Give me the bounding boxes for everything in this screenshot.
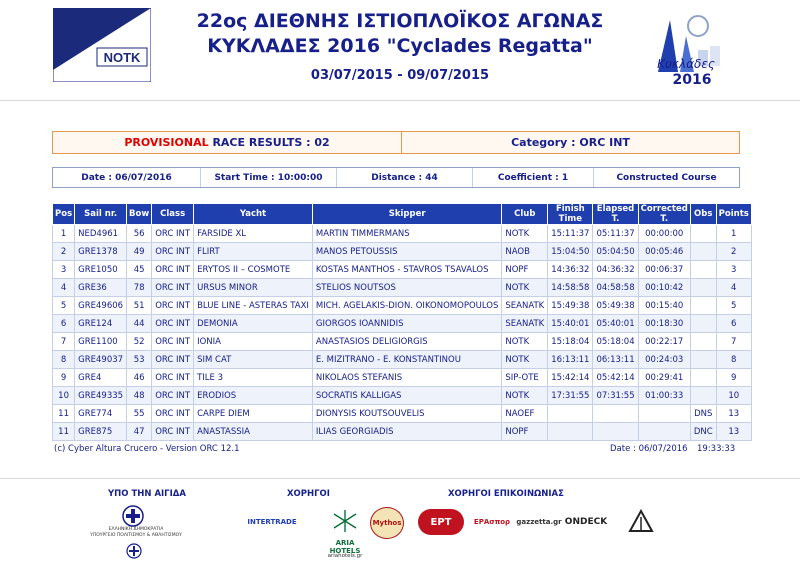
cell-skipper: NIKOLAOS STEFANIS — [312, 369, 501, 387]
cell-sail-nr: GRE774 — [75, 405, 127, 423]
cell-obs — [690, 351, 716, 369]
cell-elapsed-time: 05:04:50 — [593, 243, 638, 261]
col-skipper: Skipper — [312, 204, 501, 225]
cell-class: ORC INT — [152, 315, 194, 333]
cell-sail-nr: GRE875 — [75, 423, 127, 441]
cell-class: ORC INT — [152, 279, 194, 297]
mythos-logo: Mythos — [370, 507, 404, 539]
cell-corrected-time: 00:24:03 — [638, 351, 690, 369]
cell-bow: 49 — [127, 243, 152, 261]
provisional-label: PROVISIONAL — [124, 136, 209, 149]
race-distance: Distance : 44 — [337, 168, 473, 187]
col-finish: Finish Time — [548, 204, 593, 225]
race-date: Date : 06/07/2016 — [53, 168, 201, 187]
cell-pos: 11 — [53, 405, 75, 423]
cell-points: 3 — [716, 261, 751, 279]
cell-skipper: SOCRATIS KALLIGAS — [312, 387, 501, 405]
cell-skipper: ILIAS GEORGIADIS — [312, 423, 501, 441]
cell-bow: 56 — [127, 225, 152, 243]
cell-yacht: TILE 3 — [194, 369, 313, 387]
results-table — [52, 203, 752, 441]
report-time: 19:33:33 — [697, 444, 736, 454]
cell-sail-nr: GRE1050 — [75, 261, 127, 279]
sponsors-section — [0, 478, 800, 569]
race-course: Constructed Course — [616, 172, 717, 183]
cell-finish-time: 15:11:37 — [548, 225, 593, 243]
cell-bow: 52 — [127, 333, 152, 351]
cell-skipper: ANASTASIOS DELIGIORGIS — [312, 333, 501, 351]
cell-corrected-time: 00:22:17 — [638, 333, 690, 351]
ministry-emblem-icon — [126, 543, 142, 559]
cell-club: NOTK — [502, 387, 548, 405]
report-date: Date : 06/07/2016 — [610, 444, 688, 454]
table-row — [53, 243, 752, 261]
cell-finish-time — [548, 423, 593, 441]
greek-emblem-icon — [122, 505, 144, 527]
col-points: Points — [716, 204, 751, 225]
cell-points: 9 — [716, 369, 751, 387]
cell-yacht: SIM CAT — [194, 351, 313, 369]
cell-skipper: DIONYSIS KOUTSOUVELIS — [312, 405, 501, 423]
cell-club: NOTK — [502, 333, 548, 351]
ert-logo: ΕΡΤ — [418, 509, 464, 535]
table-row — [53, 333, 752, 351]
cell-sail-nr: GRE1378 — [75, 243, 127, 261]
cell-club: NOPF — [502, 423, 548, 441]
results-title — [53, 132, 402, 153]
cell-pos: 3 — [53, 261, 75, 279]
cell-pos: 9 — [53, 369, 75, 387]
cell-finish-time: 17:31:55 — [548, 387, 593, 405]
cell-corrected-time: 00:06:37 — [638, 261, 690, 279]
triangle-logo-icon — [628, 509, 654, 533]
aria-symbol-icon — [330, 508, 360, 534]
cell-obs — [690, 333, 716, 351]
cell-finish-time: 15:42:14 — [548, 369, 593, 387]
race-info-bar — [52, 167, 740, 188]
race-coefficient: Coefficient : 1 — [473, 168, 594, 187]
race-start-time: Start Time : 10:00:00 — [201, 168, 337, 187]
cell-obs — [690, 243, 716, 261]
cell-pos: 8 — [53, 351, 75, 369]
cell-yacht: FARSIDE XL — [194, 225, 313, 243]
results-body — [53, 225, 752, 441]
cell-points: 6 — [716, 315, 751, 333]
table-row — [53, 387, 752, 405]
cell-sail-nr: GRE1100 — [75, 333, 127, 351]
cell-obs — [690, 261, 716, 279]
table-row — [53, 369, 752, 387]
sponsors-heading: ΧΟΡΗΓΟΙ — [287, 489, 330, 499]
cell-bow: 78 — [127, 279, 152, 297]
cell-bow: 45 — [127, 261, 152, 279]
cell-bow: 46 — [127, 369, 152, 387]
cell-obs: DNC — [690, 423, 716, 441]
ondeck-logo: ONDECK — [564, 517, 608, 527]
header-band — [0, 0, 800, 101]
flag-text: NOTK — [103, 50, 141, 65]
cell-class: ORC INT — [152, 261, 194, 279]
col-bow: Bow — [127, 204, 152, 225]
cell-class: ORC INT — [152, 297, 194, 315]
cell-class: ORC INT — [152, 387, 194, 405]
col-sail: Sail nr. — [75, 204, 127, 225]
cell-corrected-time: 00:15:40 — [638, 297, 690, 315]
cell-points: 4 — [716, 279, 751, 297]
col-corrected: Corrected T. — [638, 204, 690, 225]
cell-finish-time: 16:13:11 — [548, 351, 593, 369]
cell-pos: 11 — [53, 423, 75, 441]
table-row — [53, 423, 752, 441]
cell-sail-nr: NED4961 — [75, 225, 127, 243]
cell-yacht: ERYTOS II – COSMOTE — [194, 261, 313, 279]
cell-elapsed-time: 04:58:58 — [593, 279, 638, 297]
cell-corrected-time: 00:05:46 — [638, 243, 690, 261]
cell-pos: 1 — [53, 225, 75, 243]
table-row — [53, 351, 752, 369]
cell-club: SIP-OTE — [502, 369, 548, 387]
cell-class: ORC INT — [152, 369, 194, 387]
cell-elapsed-time: 05:11:37 — [593, 225, 638, 243]
cell-yacht: CARPE DIEM — [194, 405, 313, 423]
cell-yacht: URSUS MINOR — [194, 279, 313, 297]
intertrade-logo: INTERTRADE — [247, 518, 297, 526]
col-class: Class — [152, 204, 194, 225]
col-club: Club — [502, 204, 548, 225]
cell-yacht: BLUE LINE - ASTERAS TAXI — [194, 297, 313, 315]
event-title-line1: 22ος ΔΙΕΘΝΗΣ ΙΣΤΙΟΠΛΟΪΚΟΣ ΑΓΩΝΑΣ — [196, 10, 604, 32]
cell-yacht: ERODIOS — [194, 387, 313, 405]
cell-skipper: STELIOS NOUTSOS — [312, 279, 501, 297]
under-auspices-heading: ΥΠΟ ΤΗΝ ΑΙΓΙΔΑ — [108, 489, 186, 499]
cell-yacht: FLIRT — [194, 243, 313, 261]
aria-hotels-text: ARIA HOTELS — [329, 539, 361, 555]
cell-elapsed-time — [593, 423, 638, 441]
cell-class: ORC INT — [152, 225, 194, 243]
logo-text: Κυκλάδες — [657, 57, 715, 71]
col-obs: Obs — [690, 204, 716, 225]
cell-obs: DNS — [690, 405, 716, 423]
cell-corrected-time: 00:18:30 — [638, 315, 690, 333]
copyright-note: (c) Cyber Altura Crucero - Version ORC 12.1 — [54, 444, 240, 454]
cell-pos: 7 — [53, 333, 75, 351]
cell-bow: 51 — [127, 297, 152, 315]
cell-points: 5 — [716, 297, 751, 315]
cell-finish-time: 15:49:38 — [548, 297, 593, 315]
cell-class: ORC INT — [152, 351, 194, 369]
cell-elapsed-time: 05:42:14 — [593, 369, 638, 387]
cell-club: SEANATK — [502, 297, 548, 315]
cell-pos: 4 — [53, 279, 75, 297]
cell-club: NAOEF — [502, 405, 548, 423]
cell-skipper: MARTIN TIMMERMANS — [312, 225, 501, 243]
cell-yacht: IONIA — [194, 333, 313, 351]
cell-bow: 53 — [127, 351, 152, 369]
cell-sail-nr: GRE36 — [75, 279, 127, 297]
cell-yacht: DEMONIA — [194, 315, 313, 333]
event-title-line2: ΚΥΚΛΑΔΕΣ 2016 "Cyclades Regatta" — [207, 35, 593, 57]
cell-sail-nr: GRE4 — [75, 369, 127, 387]
ministry-text: ΕΛΛΗΝΙΚΗ ΔΗΜΟΚΡΑΤΙΑ ΥΠΟΥΡΓΕΙΟ ΠΟΛΙΤΙΣΜΟΥ & ΑΘΛΗΤΙΣΜΟΥ — [90, 527, 182, 538]
table-row — [53, 279, 752, 297]
cell-class: ORC INT — [152, 243, 194, 261]
cell-club: NOPF — [502, 261, 548, 279]
col-pos: Pos — [53, 204, 75, 225]
cell-obs — [690, 315, 716, 333]
cell-class: ORC INT — [152, 405, 194, 423]
cyclades-regatta-logo — [640, 6, 732, 88]
category-label: Category : ORC INT — [511, 136, 630, 149]
cell-pos: 5 — [53, 297, 75, 315]
cell-elapsed-time: 05:40:01 — [593, 315, 638, 333]
table-header-row — [53, 204, 752, 225]
table-row — [53, 405, 752, 423]
table-row — [53, 261, 752, 279]
cell-points: 13 — [716, 423, 751, 441]
cell-club: SEANATK — [502, 315, 548, 333]
cell-elapsed-time: 07:31:55 — [593, 387, 638, 405]
cell-club: NOTK — [502, 225, 548, 243]
cell-sail-nr: GRE49335 — [75, 387, 127, 405]
cell-club: NOTK — [502, 351, 548, 369]
cell-elapsed-time: 04:36:32 — [593, 261, 638, 279]
cell-skipper: GIORGOS IOANNIDIS — [312, 315, 501, 333]
col-yacht: Yacht — [194, 204, 313, 225]
cell-bow: 55 — [127, 405, 152, 423]
cell-yacht: ANASTASSIA — [194, 423, 313, 441]
aria-hotels-logo — [324, 503, 366, 539]
event-dates: 03/07/2015 - 09/07/2015 — [310, 68, 490, 83]
race-results-label: RACE RESULTS : 02 — [212, 136, 330, 149]
cell-bow: 48 — [127, 387, 152, 405]
cell-corrected-time: 01:00:33 — [638, 387, 690, 405]
cell-skipper: MANOS PETOUSSIS — [312, 243, 501, 261]
cell-skipper: KOSTAS MANTHOS - STAVROS TSAVALOS — [312, 261, 501, 279]
cell-corrected-time: 00:00:00 — [638, 225, 690, 243]
cell-finish-time: 14:36:32 — [548, 261, 593, 279]
gazzetta-logo: gazzetta.gr — [516, 518, 562, 526]
cell-class: ORC INT — [152, 423, 194, 441]
cell-points: 1 — [716, 225, 751, 243]
cell-corrected-time: 00:29:41 — [638, 369, 690, 387]
cell-sail-nr: GRE49037 — [75, 351, 127, 369]
cell-obs — [690, 297, 716, 315]
cell-corrected-time — [638, 423, 690, 441]
cell-skipper: E. MIZITRANO - E. KONSTANTINOU — [312, 351, 501, 369]
cell-bow: 47 — [127, 423, 152, 441]
cell-points: 10 — [716, 387, 751, 405]
cell-corrected-time: 00:10:42 — [638, 279, 690, 297]
table-row — [53, 315, 752, 333]
cell-club: NAOB — [502, 243, 548, 261]
cell-class: ORC INT — [152, 333, 194, 351]
logo-year: 2016 — [672, 72, 712, 88]
cell-skipper: MICH. AGELAKIS-DION. OIKONOMOPOULOS — [312, 297, 501, 315]
results-summary-bar — [52, 131, 740, 154]
cell-bow: 44 — [127, 315, 152, 333]
cell-sail-nr: GRE124 — [75, 315, 127, 333]
cell-obs — [690, 387, 716, 405]
cell-elapsed-time: 05:49:38 — [593, 297, 638, 315]
col-elapsed: Elapsed T. — [593, 204, 638, 225]
cell-pos: 10 — [53, 387, 75, 405]
cell-points: 13 — [716, 405, 751, 423]
cell-pos: 6 — [53, 315, 75, 333]
cell-finish-time: 15:18:04 — [548, 333, 593, 351]
cell-sail-nr: GRE49606 — [75, 297, 127, 315]
cell-pos: 2 — [53, 243, 75, 261]
cell-club: NOTK — [502, 279, 548, 297]
cell-obs — [690, 369, 716, 387]
table-row — [53, 297, 752, 315]
cell-obs — [690, 279, 716, 297]
cell-finish-time: 15:04:50 — [548, 243, 593, 261]
cell-elapsed-time: 05:18:04 — [593, 333, 638, 351]
cell-finish-time: 14:58:58 — [548, 279, 593, 297]
cell-points: 2 — [716, 243, 751, 261]
cell-finish-time — [548, 405, 593, 423]
cell-points: 7 — [716, 333, 751, 351]
aria-url: ariahotels.gr — [327, 553, 363, 559]
cell-finish-time: 15:40:01 — [548, 315, 593, 333]
table-row — [53, 225, 752, 243]
cell-elapsed-time — [593, 405, 638, 423]
cell-obs — [690, 225, 716, 243]
cell-elapsed-time: 06:13:11 — [593, 351, 638, 369]
cell-points: 8 — [716, 351, 751, 369]
media-sponsors-heading: ΧΟΡΗΓΟΙ ΕΠΙΚΟΙΝΩΝΙΑΣ — [448, 489, 564, 499]
erasport-logo: ΕΡΑσπορ — [473, 518, 511, 526]
cell-corrected-time — [638, 405, 690, 423]
